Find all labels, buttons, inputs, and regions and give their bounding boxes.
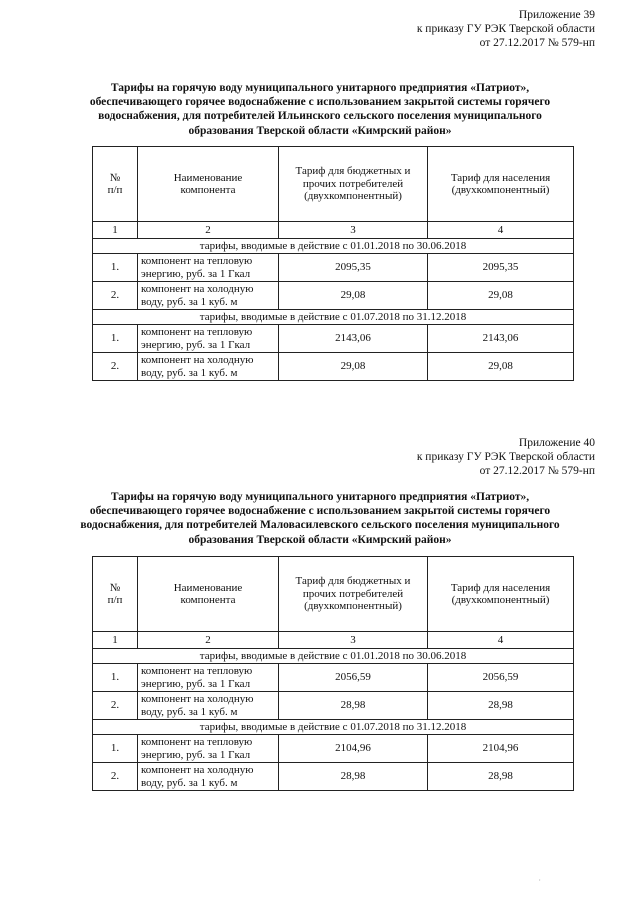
period-row	[93, 720, 574, 735]
title-line: обеспечивающего горячее водоснабжение с использованием закрытой системы горячего	[89, 96, 551, 109]
appendix-number: Приложение 39	[518, 9, 595, 21]
col-number: 2	[138, 222, 279, 239]
row-population: 28,98	[428, 763, 574, 791]
header-num: № п/п	[93, 557, 138, 632]
row-population: 2056,59	[428, 664, 574, 692]
tariff-table-39	[92, 146, 574, 381]
row-name: компонент на холодную воду, руб. за 1 куб. м	[138, 353, 279, 381]
row-num: 1.	[93, 325, 138, 353]
row-name: компонент на холодную воду, руб. за 1 куб. м	[138, 282, 279, 310]
period-label: тарифы, вводимые в действие с 01.07.2018 по 31.12.2018	[93, 720, 574, 735]
tariff-table-40	[92, 556, 574, 791]
table-row	[93, 735, 574, 763]
appendix-date: от 27.12.2017 № 579-нп	[479, 37, 595, 49]
row-population: 2143,06	[428, 325, 574, 353]
col-number: 1	[93, 632, 138, 649]
header-population: Тариф для населения (двухкомпонентный)	[428, 147, 574, 222]
appendix-order: к приказу ГУ РЭК Тверской области	[416, 23, 595, 35]
table-row	[93, 254, 574, 282]
header-name: Наименование компонента	[138, 147, 279, 222]
period-row	[93, 310, 574, 325]
row-budget: 29,08	[279, 282, 428, 310]
appendix-number: Приложение 40	[518, 437, 595, 449]
row-population: 29,08	[428, 282, 574, 310]
appendix-order: к приказу ГУ РЭК Тверской области	[416, 451, 595, 463]
period-row	[93, 649, 574, 664]
table-row	[93, 353, 574, 381]
row-population: 2104,96	[428, 735, 574, 763]
col-number: 3	[279, 222, 428, 239]
header-budget: Тариф для бюджетных и прочих потребителей (двухкомпонентный)	[279, 557, 428, 632]
row-name: компонент на тепловую энергию, руб. за 1 Гкал	[138, 735, 279, 763]
col-number: 1	[93, 222, 138, 239]
row-budget: 28,98	[279, 692, 428, 720]
scan-speck: ·	[538, 876, 541, 885]
row-population: 28,98	[428, 692, 574, 720]
table-row	[93, 282, 574, 310]
header-name: Наименование компонента	[138, 557, 279, 632]
header-num: № п/п	[93, 147, 138, 222]
table-row	[93, 692, 574, 720]
col-number: 2	[138, 632, 279, 649]
appendix-header-40	[417, 436, 595, 478]
row-num: 2.	[93, 763, 138, 791]
column-number-row	[93, 222, 574, 239]
title-line: водоснабжения, для потребителей Ильинского сельского поселения муниципального	[98, 110, 542, 123]
row-num: 2.	[93, 353, 138, 381]
row-name: компонент на холодную воду, руб. за 1 куб. м	[138, 692, 279, 720]
title-line: обеспечивающего горячее водоснабжение с использованием закрытой системы горячего	[89, 505, 551, 518]
row-budget: 2143,06	[279, 325, 428, 353]
row-budget: 2056,59	[279, 664, 428, 692]
col-number: 3	[279, 632, 428, 649]
title-line: Тарифы на горячую воду муниципального унитарного предприятия «Патриот»,	[110, 82, 530, 94]
row-budget: 2095,35	[279, 254, 428, 282]
period-label: тарифы, вводимые в действие с 01.01.2018 по 30.06.2018	[93, 649, 574, 664]
period-label: тарифы, вводимые в действие с 01.01.2018 по 30.06.2018	[93, 239, 574, 254]
tariff-title-39	[70, 81, 570, 138]
row-population: 2095,35	[428, 254, 574, 282]
row-budget: 2104,96	[279, 735, 428, 763]
table-header-row	[93, 147, 574, 222]
appendix-date: от 27.12.2017 № 579-нп	[479, 465, 595, 477]
row-num: 1.	[93, 254, 138, 282]
table-row	[93, 664, 574, 692]
row-budget: 28,98	[279, 763, 428, 791]
row-name: компонент на тепловую энергию, руб. за 1 Гкал	[138, 254, 279, 282]
header-population: Тариф для населения (двухкомпонентный)	[428, 557, 574, 632]
tariff-title-40	[70, 490, 570, 547]
row-num: 1.	[93, 735, 138, 763]
row-name: компонент на тепловую энергию, руб. за 1 Гкал	[138, 325, 279, 353]
table-row	[93, 763, 574, 791]
period-row	[93, 239, 574, 254]
appendix-header-39	[417, 8, 595, 50]
period-label: тарифы, вводимые в действие с 01.07.2018 по 31.12.2018	[93, 310, 574, 325]
table-row	[93, 325, 574, 353]
title-line: образования Тверской области «Кимрский район»	[188, 533, 452, 546]
col-number: 4	[428, 632, 574, 649]
row-budget: 29,08	[279, 353, 428, 381]
column-number-row	[93, 632, 574, 649]
col-number: 4	[428, 222, 574, 239]
row-name: компонент на холодную воду, руб. за 1 куб. м	[138, 763, 279, 791]
title-line: Тарифы на горячую воду муниципального унитарного предприятия «Патриот»,	[110, 491, 530, 503]
title-line: образования Тверской области «Кимрский район»	[188, 124, 452, 137]
row-num: 1.	[93, 664, 138, 692]
row-name: компонент на тепловую энергию, руб. за 1 Гкал	[138, 664, 279, 692]
row-num: 2.	[93, 282, 138, 310]
title-line: водоснабжения, для потребителей Маловасилевского сельского поселения муниципального	[80, 519, 560, 532]
row-num: 2.	[93, 692, 138, 720]
table-header-row	[93, 557, 574, 632]
row-population: 29,08	[428, 353, 574, 381]
header-budget: Тариф для бюджетных и прочих потребителей (двухкомпонентный)	[279, 147, 428, 222]
